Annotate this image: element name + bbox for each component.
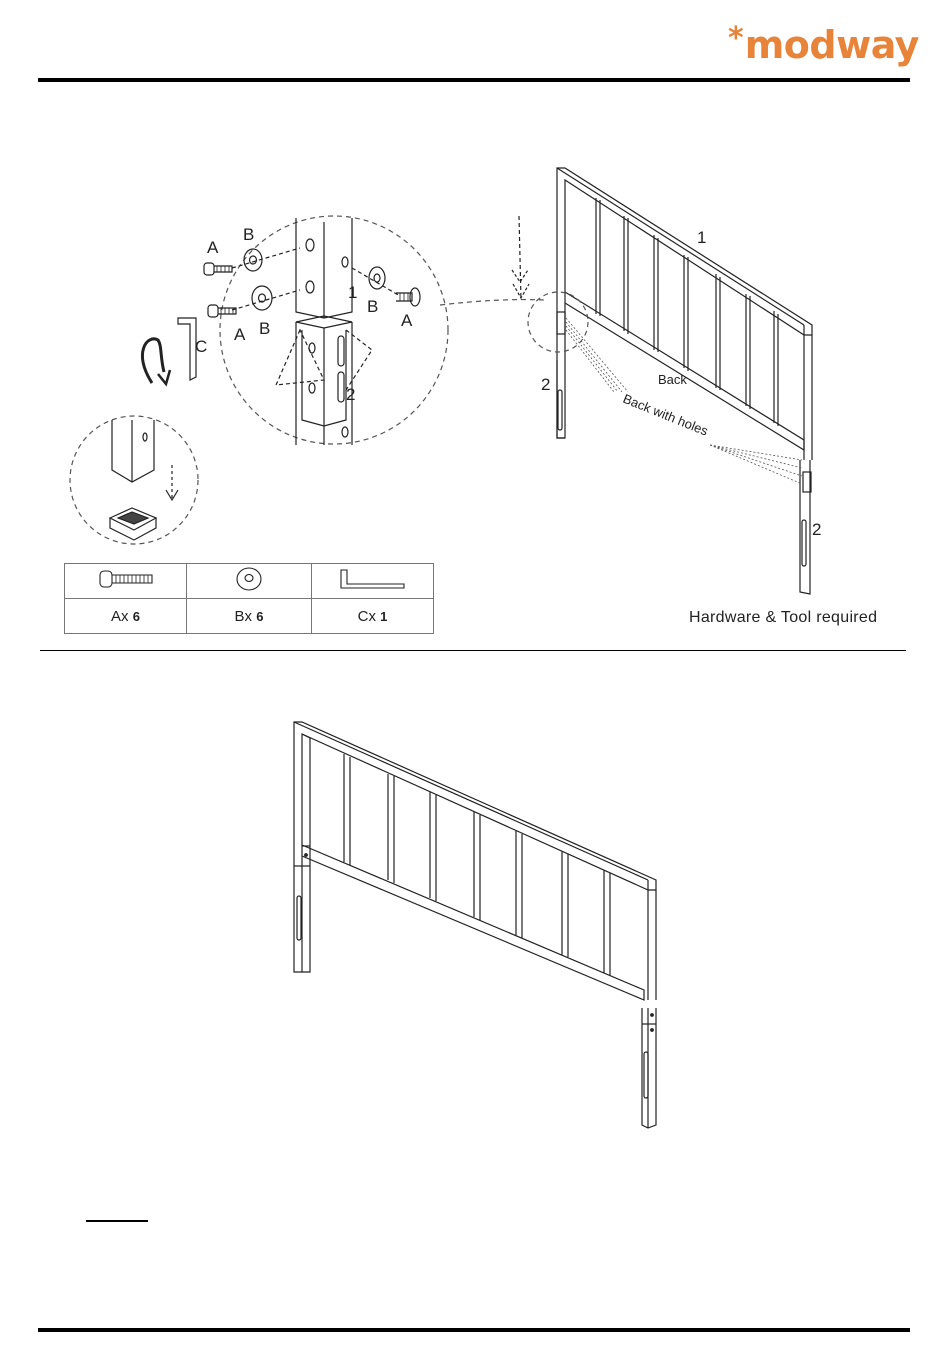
label-A-upper: A xyxy=(207,238,219,257)
label-C: C xyxy=(195,337,208,356)
hardware-label-C: Cx 1 xyxy=(312,599,434,634)
label-1-frame: 1 xyxy=(697,228,707,247)
hardware-table xyxy=(64,563,434,634)
hardware-cell-allen-key xyxy=(312,564,434,599)
bolt-icon xyxy=(96,568,156,590)
note-underline xyxy=(86,1220,148,1222)
assembled-headboard-drawing xyxy=(294,722,656,1128)
label-back-with-holes: Back with holes xyxy=(620,390,711,439)
hardware-label-B: Bx 6 xyxy=(187,599,312,634)
footer-rule xyxy=(38,1328,910,1332)
detail-zoom-circle xyxy=(220,216,448,445)
bolt-A-upper xyxy=(204,263,232,275)
section-divider xyxy=(40,650,906,651)
hardware-cell-bolt xyxy=(65,564,187,599)
allen-key-C xyxy=(178,318,196,380)
label-B-right: B xyxy=(367,297,379,316)
logo-star-icon: * xyxy=(728,21,744,56)
hardware-caption: Hardware & Tool required xyxy=(689,609,878,626)
label-A-lower: A xyxy=(234,325,246,344)
label-2-right-leg: 2 xyxy=(812,520,822,539)
label-B-upper: B xyxy=(243,225,255,244)
washer-icon xyxy=(234,565,264,593)
logo-text: modway xyxy=(744,23,919,67)
label-B-lower: B xyxy=(259,319,271,338)
allen-key-icon xyxy=(338,567,408,591)
hardware-cell-washer xyxy=(187,564,312,599)
label-A-right: A xyxy=(401,311,413,330)
bolt-A-right xyxy=(396,288,420,306)
washer-B-right xyxy=(369,267,385,289)
label-1-detail: 1 xyxy=(348,283,358,302)
hardware-label-A: Ax 6 xyxy=(65,599,187,634)
washer-B-lower xyxy=(252,286,272,310)
label-back: Back xyxy=(658,372,687,387)
label-2-left-leg: 2 xyxy=(541,375,551,394)
foot-glide-inset xyxy=(70,416,198,544)
label-2-detail: 2 xyxy=(346,385,356,404)
